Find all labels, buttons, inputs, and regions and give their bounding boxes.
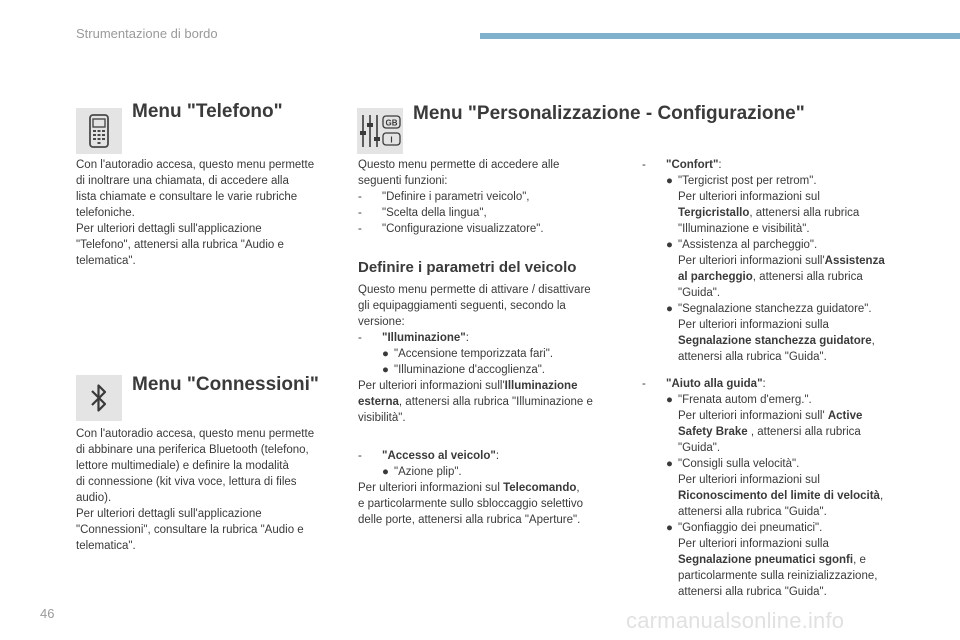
parametri-title: Definire i parametri del veicolo: [358, 259, 577, 276]
bullet-mark: ●: [666, 394, 673, 406]
bullet-item: [642, 237, 922, 253]
text-line: di inoltrare una chiamata, di accedere alla: [76, 175, 289, 187]
ref-text: attenersi alla rubrica "Guida".: [678, 506, 827, 518]
bullet-mark: ●: [666, 458, 673, 470]
bullet-text: "Consigli sulla velocità".: [678, 458, 800, 470]
text-line: Per ulteriori dettagli sull'applicazione: [76, 223, 262, 235]
bullet-item: [358, 346, 620, 362]
text-line: Con l'autoradio accesa, questo menu permette: [76, 428, 315, 440]
bullet-text: "Assistenza al parcheggio".: [678, 239, 818, 251]
connessioni-title: Menu "Connessioni": [132, 374, 319, 395]
ref-text: , attenersi alla rubrica: [752, 271, 863, 283]
list-item-text: "Scelta della lingua",: [382, 207, 487, 219]
bullet-text: "Illuminazione d'accoglienza".: [394, 364, 545, 376]
text-line: gli equipaggiamenti seguenti, secondo la: [358, 300, 566, 312]
dash-mark: -: [358, 207, 362, 219]
ref-bold: Assistenza: [824, 255, 885, 267]
illuminazione-label: "Illuminazione": [382, 332, 466, 344]
header-accent-bar: [480, 33, 960, 39]
list-item: [358, 330, 620, 346]
ref-bold: Tergicristallo: [678, 207, 750, 219]
bullet-mark: ●: [666, 522, 673, 534]
ref-text: "Illuminazione e visibilità".: [678, 223, 810, 235]
text-line: telematica".: [76, 255, 136, 267]
dash-mark: -: [642, 159, 646, 171]
text-line: "Connessioni", consultare la rubrica "Audio e: [76, 524, 304, 536]
bullet-text: "Frenata autom d'emerg.".: [678, 394, 812, 406]
bullet-mark: ●: [382, 466, 389, 478]
telefono-text: [76, 157, 338, 269]
ref-bold: al parcheggio: [678, 271, 753, 283]
list-item: [358, 189, 620, 205]
text-line: Questo menu permette di accedere alle: [358, 159, 560, 171]
ref-text: Per ulteriori informazioni sul: [678, 191, 820, 203]
accesso-label: "Accesso al veicolo": [382, 450, 496, 462]
ref-bold: Telecomando: [503, 482, 577, 494]
ref-text: visibilità".: [358, 412, 406, 424]
ref-text: Per ulteriori informazioni sul: [678, 474, 820, 486]
bullet-text: "Accensione temporizzata fari".: [394, 348, 554, 360]
bullet-item: [358, 464, 620, 480]
ref-text: Per ulteriori informazioni sul: [358, 482, 504, 494]
text-line: telefoniche.: [76, 207, 135, 219]
dash-mark: -: [358, 223, 362, 235]
list-item: [642, 157, 922, 173]
text-line: Con l'autoradio accesa, questo menu permette: [76, 159, 315, 171]
guida-label: "Aiuto alla guida": [666, 378, 763, 390]
ref-bold: Segnalazione stanchezza guidatore: [678, 335, 872, 347]
running-head: Strumentazione di bordo: [76, 26, 218, 41]
text-line: Questo menu permette di attivare / disattivare: [358, 284, 591, 296]
ref-bold: Illuminazione: [504, 380, 578, 392]
accesso-text: [358, 448, 620, 528]
bullet-item: [642, 173, 922, 189]
text-line: Per ulteriori dettagli sull'applicazione: [76, 508, 262, 520]
ref-text: attenersi alla rubrica "Guida".: [678, 586, 827, 598]
parametri-text: [358, 282, 620, 426]
text-line: "Telefono", attenersi alla rubrica "Audio e: [76, 239, 284, 251]
ref-text: , e: [853, 554, 866, 566]
bullet-text: "Gonfiaggio dei pneumatici".: [678, 522, 823, 534]
bullet-text: "Azione plip".: [394, 466, 462, 478]
text-line: seguenti funzioni:: [358, 175, 448, 187]
icon-label-i: I: [390, 135, 393, 145]
text-line: lista chiamate e consultare le varie rubriche: [76, 191, 298, 203]
colon: :: [762, 378, 766, 390]
bullet-item: [642, 301, 922, 317]
ref-text: "Guida".: [678, 287, 721, 299]
bullet-mark: ●: [382, 364, 389, 376]
ref-text: Per ulteriori informazioni sulla: [678, 319, 829, 331]
guida-text: [642, 376, 922, 600]
ref-text: ,: [871, 335, 875, 347]
ref-bold: Segnalazione pneumatici sgonfi: [678, 554, 854, 566]
page-number: 46: [40, 606, 55, 621]
bullet-mark: ●: [666, 175, 673, 187]
list-item: [358, 448, 620, 464]
dash-mark: -: [642, 378, 646, 390]
bullet-mark: ●: [382, 348, 389, 360]
ref-bold: Active: [827, 410, 863, 422]
bluetooth-icon: [76, 375, 122, 421]
confort-text: [642, 157, 922, 365]
bullet-item: [642, 456, 922, 472]
personalizzazione-title: Menu "Personalizzazione - Configurazione": [413, 103, 805, 124]
colon: :: [718, 159, 722, 171]
list-item: [642, 376, 922, 392]
personalizzazione-text: [358, 157, 620, 237]
ref-text: attenersi alla rubrica "Guida".: [678, 351, 827, 363]
list-item-text: "Configurazione visualizzatore".: [382, 223, 544, 235]
ref-text: "Guida".: [678, 442, 721, 454]
bullet-mark: ●: [666, 303, 673, 315]
text-line: versione:: [358, 316, 405, 328]
ref-text: , attenersi alla rubrica: [747, 426, 861, 438]
text-line: lettore multimediale) e definire la modalità: [76, 460, 289, 472]
ref-text: Per ulteriori informazioni sull': [358, 380, 505, 392]
ref-text: Per ulteriori informazioni sulla: [678, 538, 829, 550]
list-item-text: "Definire i parametri veicolo",: [382, 191, 530, 203]
colon: :: [465, 332, 469, 344]
ref-text: e particolarmente sullo sbloccaggio selettivo: [358, 498, 584, 510]
phone-icon: [76, 108, 122, 154]
colon: :: [495, 450, 500, 462]
ref-bold: Riconoscimento del limite di velocità: [678, 490, 880, 502]
text-line: di connessione (kit viva voce, lettura di files: [76, 476, 297, 488]
bullet-text: "Tergicrist post per retrom".: [678, 175, 817, 187]
ref-text: , attenersi alla rubrica: [749, 207, 860, 219]
watermark: carmanualsonline.info: [626, 608, 845, 633]
bullet-item: [642, 392, 922, 408]
dash-mark: -: [358, 450, 362, 462]
bullet-mark: ●: [666, 239, 673, 251]
ref-text: ,: [879, 490, 884, 502]
confort-label: "Confort": [666, 159, 719, 171]
ref-bold: esterna: [358, 396, 399, 408]
ref-text: particolarmente sulla reinizializzazione,: [678, 570, 878, 582]
connessioni-text: [76, 426, 338, 554]
bullet-item: [642, 520, 922, 536]
ref-text: Per ulteriori informazioni sull': [678, 255, 825, 267]
text-line: telematica".: [76, 540, 136, 552]
settings-sliders-icon: [357, 108, 403, 154]
ref-text: ,: [576, 482, 580, 494]
list-item: [358, 205, 620, 221]
ref-text: delle porte, attenersi alla rubrica "Aperture".: [358, 514, 581, 526]
telefono-title: Menu "Telefono": [132, 101, 283, 122]
icon-label-gb: GB: [385, 118, 398, 128]
bullet-item: [358, 362, 620, 378]
dash-mark: -: [358, 332, 362, 344]
text-line: audio).: [76, 492, 112, 504]
ref-text: Per ulteriori informazioni sull': [678, 410, 828, 422]
ref-bold: Safety Brake: [678, 426, 748, 438]
list-item: [358, 221, 620, 237]
ref-text: , attenersi alla rubrica "Illuminazione e: [398, 396, 593, 408]
bullet-text: "Segnalazione stanchezza guidatore".: [678, 303, 872, 315]
dash-mark: -: [358, 191, 362, 203]
text-line: di abbinare una periferica Bluetooth (telefono,: [76, 444, 309, 456]
